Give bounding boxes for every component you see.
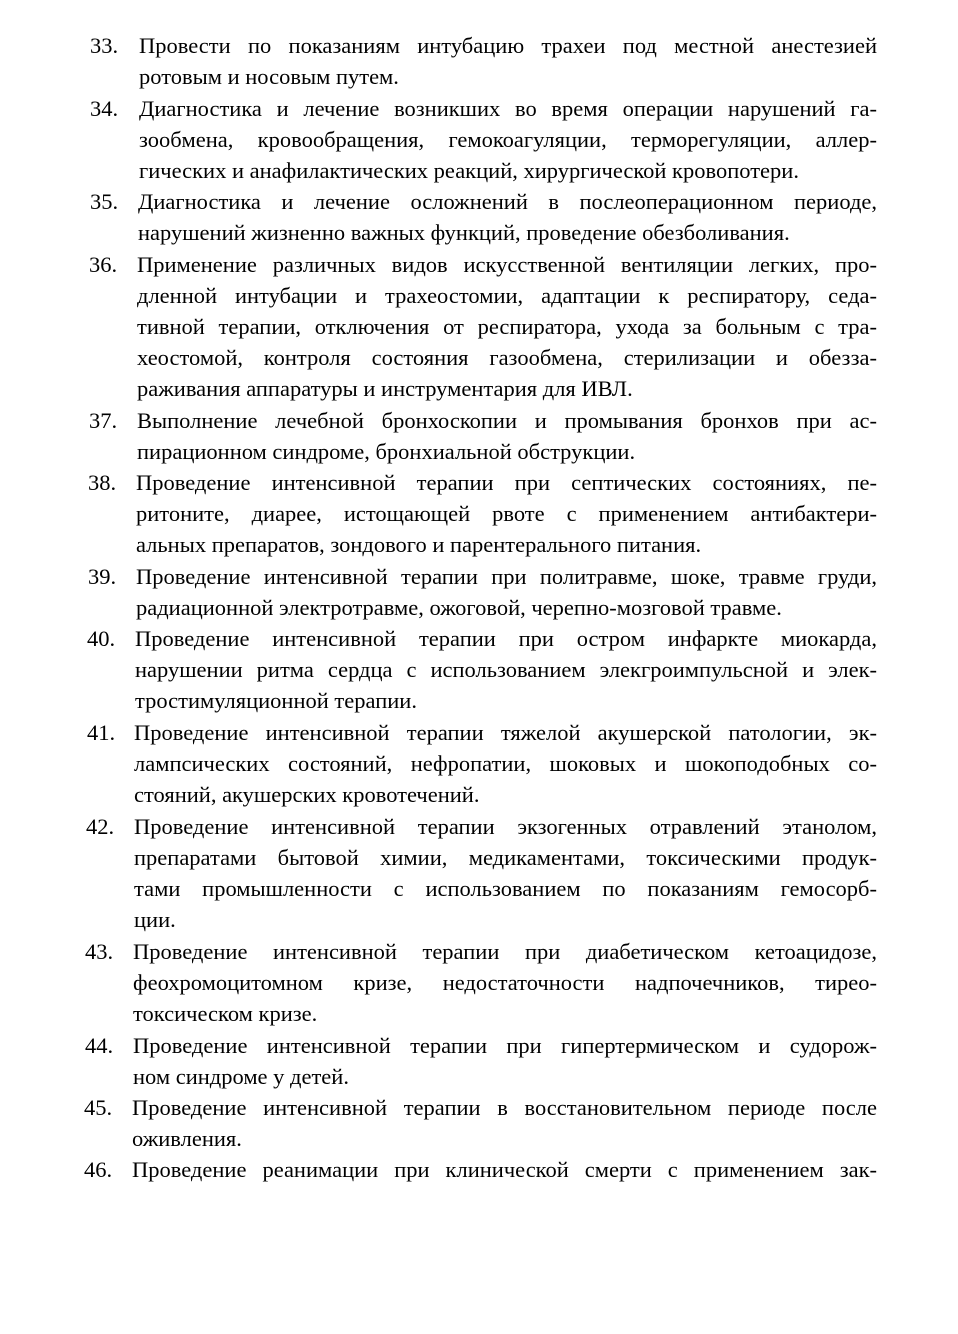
item-number: 42. [86, 814, 115, 839]
item-line: раживания аппаратуры и инструментария для ИВЛ. [137, 376, 633, 401]
item-line: стояний, акушерских кровотечений. [134, 782, 480, 807]
item-number: 40. [87, 626, 116, 651]
item-number: 39. [88, 564, 117, 589]
item-line: Проведение интенсивной терапии тяжелой акушерской патологии, эк- [134, 720, 877, 745]
item-line: ном синдроме у детей. [133, 1064, 349, 1089]
item-number: 44. [85, 1033, 114, 1058]
item-number: 43. [85, 939, 114, 964]
item-line: оживления. [132, 1126, 242, 1151]
item-line: тами промышленности с использованием по показаниям гемосорб- [134, 876, 877, 901]
item-line: препаратами бытовой химии, медикаментами, токсическими продук- [134, 845, 877, 870]
item-line: Проведение интенсивной терапии экзогенных отравлений этанолом, [134, 814, 877, 839]
item-line: Диагностика и лечение осложнений в послеоперационном периоде, [138, 189, 877, 214]
item-number: 35. [90, 189, 119, 214]
item-line: нарушений жизненно важных функций, проведение обезболивания. [138, 220, 790, 245]
item-line: Выполнение лечебной бронхоскопии и промывания бронхов при ас- [137, 408, 877, 433]
item-line: токсическом кризе. [133, 1001, 318, 1026]
item-line: Провести по показаниям интубацию трахеи под местной анестезией [139, 33, 877, 58]
item-line: Проведение интенсивной терапии при остром инфаркте миокарда, [135, 626, 877, 651]
item-number: 34. [90, 96, 119, 121]
item-line: тростимуляционной терапии. [135, 688, 417, 713]
item-number: 38. [88, 470, 117, 495]
item-line: ции. [134, 907, 176, 932]
item-line: хеостомой, контроля состояния газообмена, стерилизации и обезза- [137, 345, 877, 370]
item-line: ротовым и носовым путем. [139, 64, 399, 89]
item-line: дленной интубации и трахеостомии, адаптации к респиратору, седа- [137, 283, 877, 308]
item-line: Проведение интенсивной терапии при диабетическом кетоацидозе, [133, 939, 877, 964]
item-line: феохромоцитомном кризе, недостаточности надпочечников, тирео- [133, 970, 877, 995]
item-line: гических и анафилактических реакций, хирургической кровопотери. [139, 158, 799, 183]
item-line: лампсических состояний, нефропатии, шоковых и шокоподобных со- [134, 751, 877, 776]
item-line: нарушении ритма сердца с использованием элекгроимпульсной и элек- [135, 657, 877, 682]
item-line: зообмена, кровообращения, гемокоагуляции, терморегуляции, аллер- [139, 127, 877, 152]
item-number: 45. [84, 1095, 113, 1120]
item-line: Проведение реанимации при клинической смерти с применением зак- [132, 1157, 877, 1182]
item-line: Диагностика и лечение возникших во время операции нарушений га- [139, 96, 877, 121]
item-line: Проведение интенсивной терапии в восстановительном периоде после [132, 1095, 877, 1120]
item-line: тивной терапии, отключения от респиратора, ухода за больным с тра- [137, 314, 877, 339]
item-number: 33. [90, 33, 119, 58]
item-number: 41. [87, 720, 116, 745]
item-line: Проведение интенсивной терапии при политравме, шоке, травме груди, [136, 564, 877, 589]
item-line: ритоните, диарее, истощающей рвоте с применением антибактери- [136, 501, 877, 526]
item-number: 37. [89, 408, 118, 433]
item-line: пирационном синдроме, бронхиальной обструкции. [137, 439, 636, 464]
item-line: альных препаратов, зондового и парентерального питания. [136, 532, 702, 557]
item-number: 36. [89, 252, 118, 277]
item-line: радиационной электротравме, ожоговой, черепно-мозговой травме. [136, 595, 782, 620]
item-line: Применение различных видов искусственной вентиляции легких, про- [137, 252, 877, 277]
item-line: Проведение интенсивной терапии при септических состояниях, пе- [136, 470, 877, 495]
item-line: Проведение интенсивной терапии при гипертермическом и судорож- [133, 1033, 877, 1058]
item-number: 46. [84, 1157, 113, 1182]
